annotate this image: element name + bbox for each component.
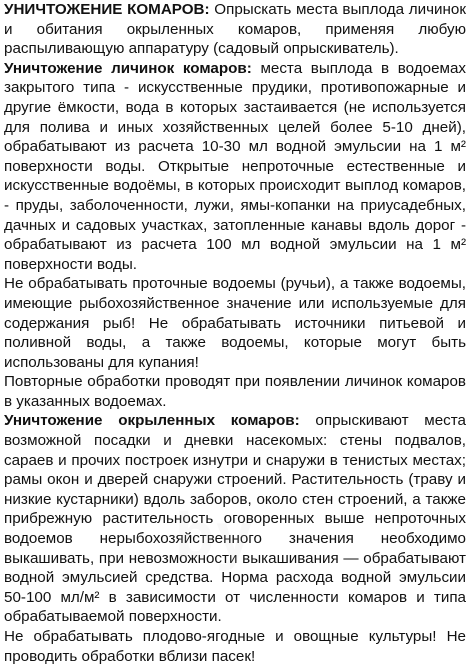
watermark: by [175,499,254,571]
paragraph-do-not-treat-crops [4,627,466,666]
body-mosquito-control: Опрыскать места выплода личинок и обитания окрыленных комаров, применяя любую распыливающую аппаратуру (садовый опрыскиватель). [4,1,466,58]
paragraph-repeat-treatment [4,372,466,411]
paragraph-do-not-treat-water [4,274,466,372]
paragraph-larvae-control [4,59,466,275]
body-do-not-treat-crops: Не обрабатывать плодово-ягодные и овощные культуры! Не проводить обработки вблизи пасек! [4,628,466,665]
heading-larvae-control: Уничтожение личинок комаров: [4,59,252,77]
body-adult-control: опрыскивают места возможной посадки и дневки насекомых: стены подвалов, сараев и прочих построек изнутри и снаружи в тенистых местах; рамы окон и дверей снаружи строений. Растительность (траву и низкие кустарники) вдоль заборов, около стен строений, а также прибрежную растительность оговоренных выше непроточных водоемов нерыбохозяйственного значения необходимо выкашивать, при невозможности выкашивания — обрабатывают водной эмульсией средства. Норма расхода водной эмульсии 50-100 мл/м² в зависимости от численности комаров и типа обрабатываемой поверхности. [4,412,466,626]
heading-adult-control: Уничтожение окрыленных комаров: [4,412,300,430]
paragraph-mosquito-control [4,0,466,59]
paragraph-adult-control [4,411,466,627]
heading-mosquito-control: УНИЧТОЖЕНИЕ КОМАРОВ: [4,1,210,18]
body-repeat-treatment: Повторные обработки проводят при появлении личинок комаров в указанных водоемах. [4,373,466,410]
body-do-not-treat-water: Не обрабатывать проточные водоемы (ручьи), а также водоемы, имеющие рыбохозяйственное значение или используемые для содержания рыб! Не обрабатывать источники питьевой и поливной воды, а также водоемы, которые могут быть использованы для купания! [4,275,466,371]
body-larvae-control: места выплода в водоемах закрытого типа - искусственные прудики, противопожарные и другие ёмкости, вода в которых застаивается (не используется для полива и иных хозяйственных целей более 5-10 дней), обрабатывают из расчета 10-30 мл водной эмульсии на 1 м² поверхности воды. Открытые непроточные естественные и искусственные водоёмы, в которых происходит выплод комаров, - пруды, заболоченности, лужи, ямы-копанки на приусадебных, дачных и садовых участках, затопленные канавы вдоль дорог - обрабатывают из расчета 100 мл водной эмульсии на 1 м² поверхности воды. [4,59,466,273]
